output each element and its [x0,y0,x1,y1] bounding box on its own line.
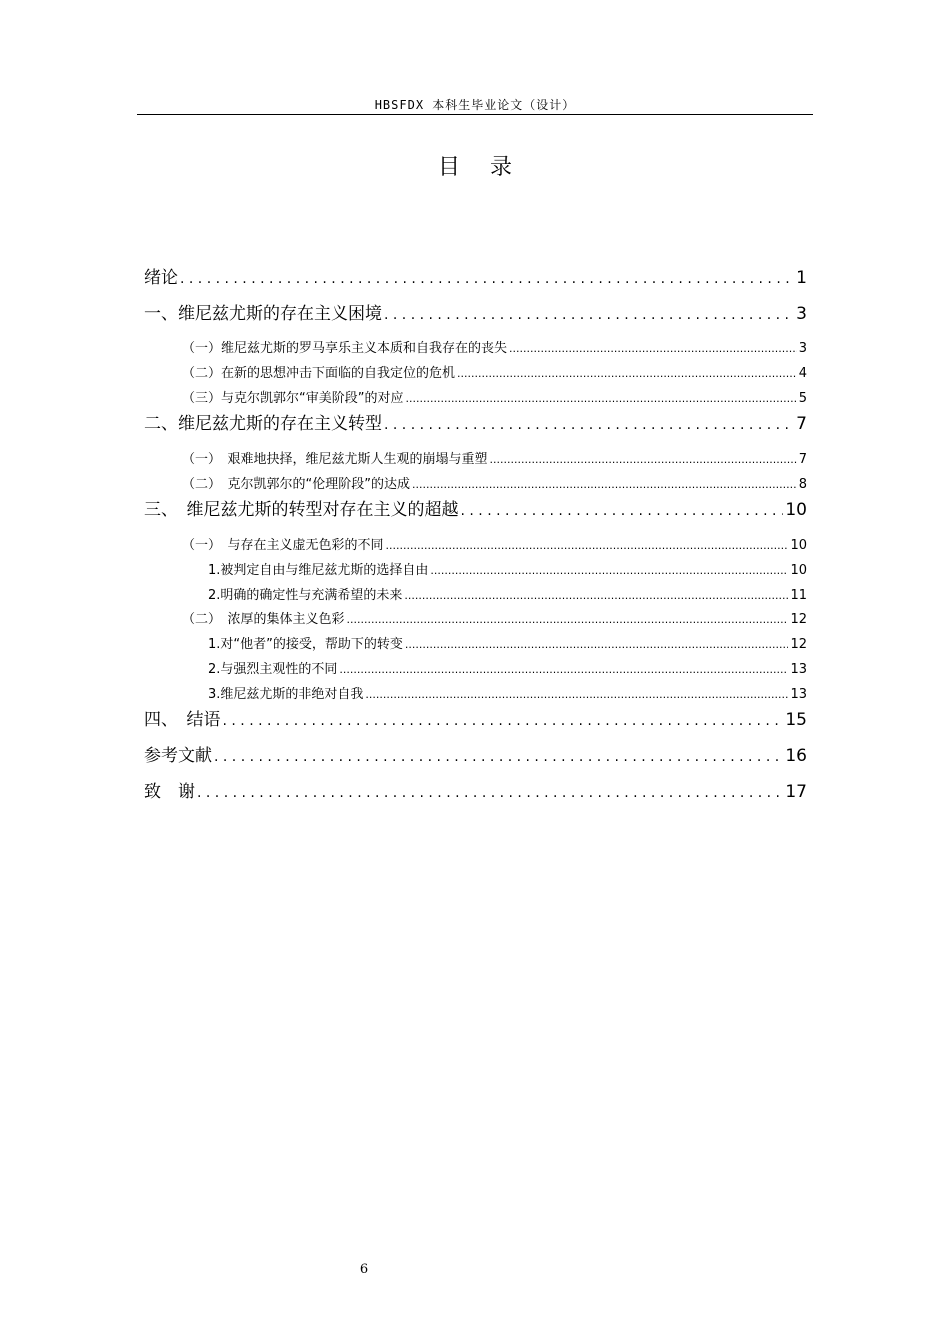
toc-entry-label: （二）在新的思想冲击下面临的自我定位的危机 [182,366,456,381]
toc-entry[interactable] [144,709,807,731]
toc-entry-label: （一）维尼兹尤斯的罗马享乐主义本质和自我存在的丧失 [182,341,508,356]
toc-dot-leader [223,709,784,732]
toc-entry[interactable] [182,474,807,496]
toc-entry-page: 15 [785,710,807,730]
toc-dot-leader [405,634,789,656]
toc-entry[interactable] [208,585,807,607]
toc-entry-label: 二、维尼兹尤斯的存在主义转型 [144,414,382,434]
toc-entry-label: （三）与克尔凯郭尔“审美阶段”的对应 [182,391,404,406]
toc-dot-leader [384,303,794,326]
toc-entry-page: 1 [796,268,807,288]
toc-entry-page: 17 [785,782,807,802]
toc-dot-leader [339,659,788,681]
toc-entry-label: 2.与强烈主观性的不同 [208,662,338,677]
toc-dot-leader [490,449,797,471]
toc-entry[interactable] [208,684,807,706]
toc-entry-page: 13 [790,687,807,702]
toc-entry[interactable] [208,634,807,656]
toc-entry-page: 10 [785,500,807,520]
running-header: HBSFDX 本科生毕业论文（设计） [374,98,576,112]
toc-entry-label: 2.明确的确定性与充满希望的未来 [208,588,403,603]
toc-entry[interactable] [208,659,807,681]
toc-entry-page: 3 [798,341,807,356]
toc-entry-label: （一） 与存在主义虚无色彩的不同 [182,538,384,553]
toc-entry-label: 一、维尼兹尤斯的存在主义困境 [144,304,382,324]
toc-entry-label: 参考文献 [144,746,212,766]
toc-dot-leader [430,560,788,582]
toc-entry[interactable] [182,609,807,631]
toc-entry-page: 10 [790,538,807,553]
toc-entry-page: 8 [798,477,807,492]
toc-entry-page: 12 [790,612,807,627]
page-number: 6 [359,1262,369,1277]
toc-entry-page: 7 [796,414,807,434]
toc-dot-leader [384,413,794,436]
toc-entry[interactable] [182,388,807,410]
toc-entry[interactable] [182,338,807,360]
toc-dot-leader [180,267,794,290]
toc-entry-page: 13 [790,662,807,677]
toc-entry[interactable] [144,303,807,325]
toc-dot-leader [405,388,796,410]
toc-entry-page: 10 [790,563,807,578]
toc-entry[interactable] [144,267,807,289]
toc-entry-label: 四、 结语 [144,710,221,730]
toc-entry-label: 致 谢 [144,782,195,802]
toc-dot-leader [386,535,789,557]
toc-dot-leader [509,338,797,360]
toc-dot-leader [412,474,797,496]
toc-entry-label: 三、 维尼兹尤斯的转型对存在主义的超越 [144,500,459,520]
toc-entry-page: 12 [790,637,807,652]
toc-entry-label: （一） 艰难地抉择，维尼兹尤斯人生观的崩塌与重塑 [182,452,488,467]
toc-entry-label: （二） 克尔凯郭尔的“伦理阶段”的达成 [182,477,410,492]
toc-entry[interactable] [182,449,807,471]
toc-entry-page: 16 [785,746,807,766]
toc-entry[interactable] [182,535,807,557]
toc-entry-label: 1.对“他者”的接受，帮助下的转变 [208,637,403,652]
toc-entry-label: 1.被判定自由与维尼兹尤斯的选择自由 [208,563,429,578]
toc-entry-label: （二） 浓厚的集体主义色彩 [182,612,345,627]
toc-dot-leader [461,499,784,522]
toc-entry-page: 11 [790,588,807,603]
toc-dot-leader [197,781,783,804]
toc-dot-leader [214,745,783,768]
toc-title: 目录 [437,155,542,180]
toc-entry[interactable] [182,363,807,385]
toc-entry[interactable] [144,745,807,767]
toc-entry[interactable] [144,499,807,521]
toc-dot-leader [404,585,788,607]
toc-entry[interactable] [208,560,807,582]
toc-entry-page: 3 [796,304,807,324]
toc-entry-page: 5 [798,391,807,406]
toc-entry-label: 绪论 [144,268,178,288]
toc-entry-page: 4 [798,366,807,381]
header-rule [137,114,813,115]
toc-entry-page: 7 [798,452,807,467]
toc-dot-leader [457,363,797,385]
toc-dot-leader [365,684,788,706]
toc-entry-label: 3.维尼兹尤斯的非绝对自我 [208,687,364,702]
toc-dot-leader [347,609,789,631]
toc-entry[interactable] [144,413,807,435]
toc-entry[interactable] [144,781,807,803]
